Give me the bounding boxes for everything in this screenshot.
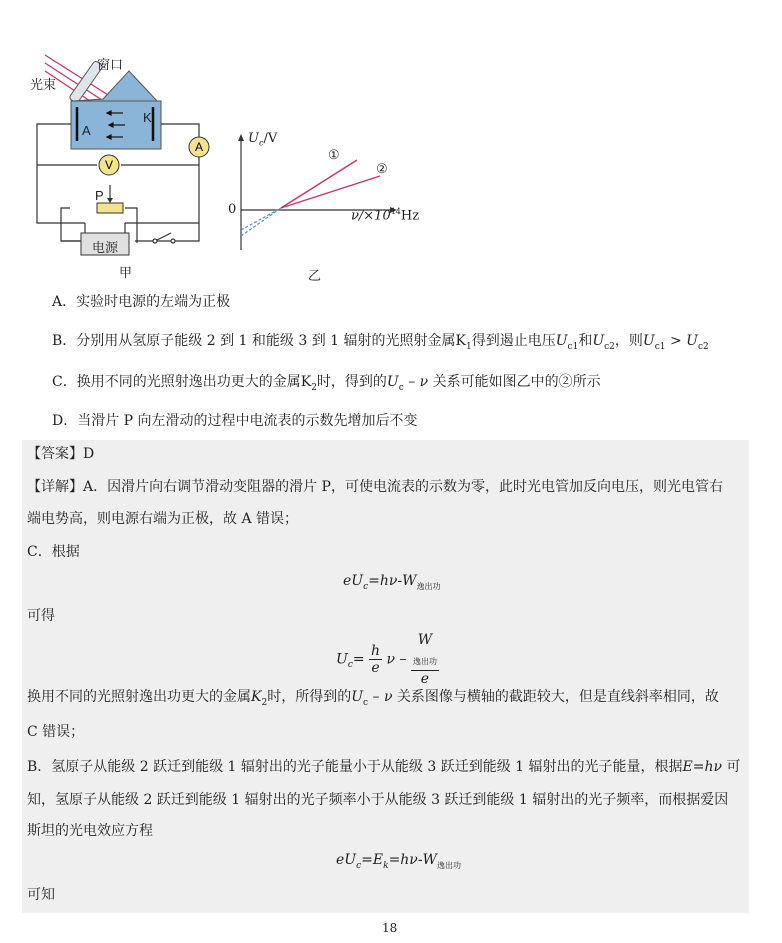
line-1-extension <box>241 208 281 230</box>
electrode-k-label: K <box>143 110 152 125</box>
equation-3: $eU_c=E_k=h\nu-W_{逸出功}$ <box>336 852 461 871</box>
line-2 <box>281 176 380 208</box>
line-2-label: ② <box>376 162 388 177</box>
origin-label: 0 <box>228 202 237 217</box>
svg-text:V: V <box>105 158 114 172</box>
slider-p-label: P <box>95 188 104 203</box>
equation-2: $U_c=$ $\frac{h}{e}$ ν – W $_{逸出功}$ e <box>336 632 437 687</box>
may-get: 可得 <box>27 608 55 624</box>
answer-label: 【答案】D <box>27 446 95 462</box>
figure-b-caption: 乙 <box>308 269 322 284</box>
y-axis-label: $U_c/V$ <box>248 131 278 148</box>
b-line2: 知，氢原子从能级 2 跃迁到能级 1 辐射出的光子频率小于从能级 3 跃迁到能级 1 辐射出的光子频率，而根据爱因 <box>27 792 729 808</box>
equation-1: $eU_c=h\nu-W_{逸出功}$ <box>343 573 441 592</box>
option-a: A．实验时电源的左端为正极 <box>52 294 231 310</box>
line-2-extension <box>241 208 281 236</box>
c-conclusion-line1: 换用不同的光照射逸出功更大的金属$K_2$时，所得到的$U_c$ – ν 关系图像与横轴的截距较大，但是直线斜率相同，故 <box>27 689 719 708</box>
detail-a-line1: 【详解】A．因滑片向右调节滑动变阻器的滑片 P，可使电流表的示数为零，此时光电管加反向电压，则光电管右 <box>27 479 723 495</box>
x-axis-label: $\nu/\times 10^{14}Hz$ <box>351 207 420 224</box>
rheostat <box>97 203 123 213</box>
figure-a-caption: 甲 <box>119 266 133 281</box>
can-know: 可知 <box>27 887 55 903</box>
option-d: D．当滑片 P 向左滑动的过程中电流表的示数先增加后不变 <box>52 413 418 429</box>
detail-a-line2: 端电势高，则电源右端为正极，故 A 错误； <box>27 511 299 527</box>
b-line1: B．氢原子从能级 2 跃迁到能级 1 辐射出的光子能量小于从能级 3 跃迁到能级 1 辐射出的光子能量，根据E=hν 可 <box>27 759 741 775</box>
c-intro: C．根据 <box>27 544 80 560</box>
window-label: 窗口 <box>97 58 124 73</box>
page-number: 18 <box>382 921 398 935</box>
electrode-a-label: A <box>82 123 91 138</box>
power-label: 电源 <box>92 241 119 256</box>
svg-text:A: A <box>195 140 204 154</box>
light-beam-label: 光束 <box>30 78 57 93</box>
option-b: B．分别用从氢原子能级 2 到 1 和能级 3 到 1 辐射的光照射金属$K_1$得到遏止电压$U_{c1}$和$U_{c2}$，则$U_{c1} > U_{c2}$ <box>52 333 709 352</box>
option-c: C．换用不同的光照射逸出功更大的金属$K_2$时，得到的$U_c$ – ν 关系可能如图乙中的②所示 <box>52 374 601 393</box>
b-line3: 斯坦的光电效应方程 <box>27 823 153 839</box>
line-1-label: ① <box>328 148 340 163</box>
c-conclusion-line2: C 错误； <box>27 724 85 740</box>
uc-v-graph <box>225 130 425 255</box>
line-1 <box>281 160 357 208</box>
